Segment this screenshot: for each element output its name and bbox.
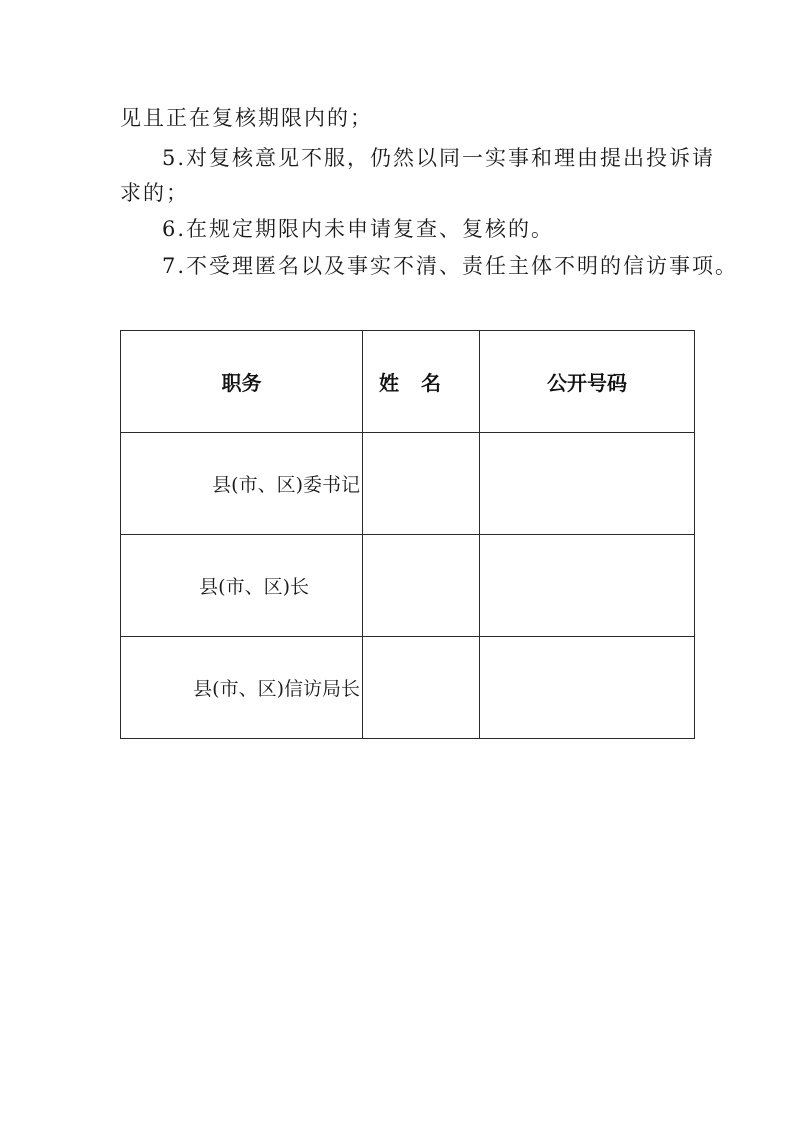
cell-position: 县(市、区)长 — [121, 535, 363, 637]
contact-table — [120, 330, 695, 739]
paragraph-item-6: 6.在规定期限内未申请复查、复核的。 — [162, 217, 555, 241]
header-position: 职务 — [121, 331, 363, 433]
paragraph-item-5: 5.对复核意见不服，仍然以同一实事和理由提出投诉请 — [162, 146, 716, 170]
header-name: 姓名 — [363, 331, 480, 433]
table-header-row — [121, 331, 695, 433]
paragraph-item-7: 7.不受理匿名以及事实不清、责任主体不明的信访事项。 — [162, 254, 739, 278]
cell-position: 县(市、区)信访局长 — [121, 637, 363, 739]
cell-name — [363, 535, 480, 637]
cell-name — [363, 637, 480, 739]
table-row — [121, 535, 695, 637]
cell-position: 县(市、区)委书记 — [121, 433, 363, 535]
cell-phone — [480, 637, 695, 739]
cell-phone — [480, 433, 695, 535]
paragraph-line: 求的； — [120, 181, 189, 205]
paragraph-line: 见且正在复核期限内的； — [120, 106, 373, 130]
cell-name — [363, 433, 480, 535]
table-row — [121, 433, 695, 535]
cell-phone — [480, 535, 695, 637]
table-row — [121, 637, 695, 739]
header-phone: 公开号码 — [480, 331, 695, 433]
